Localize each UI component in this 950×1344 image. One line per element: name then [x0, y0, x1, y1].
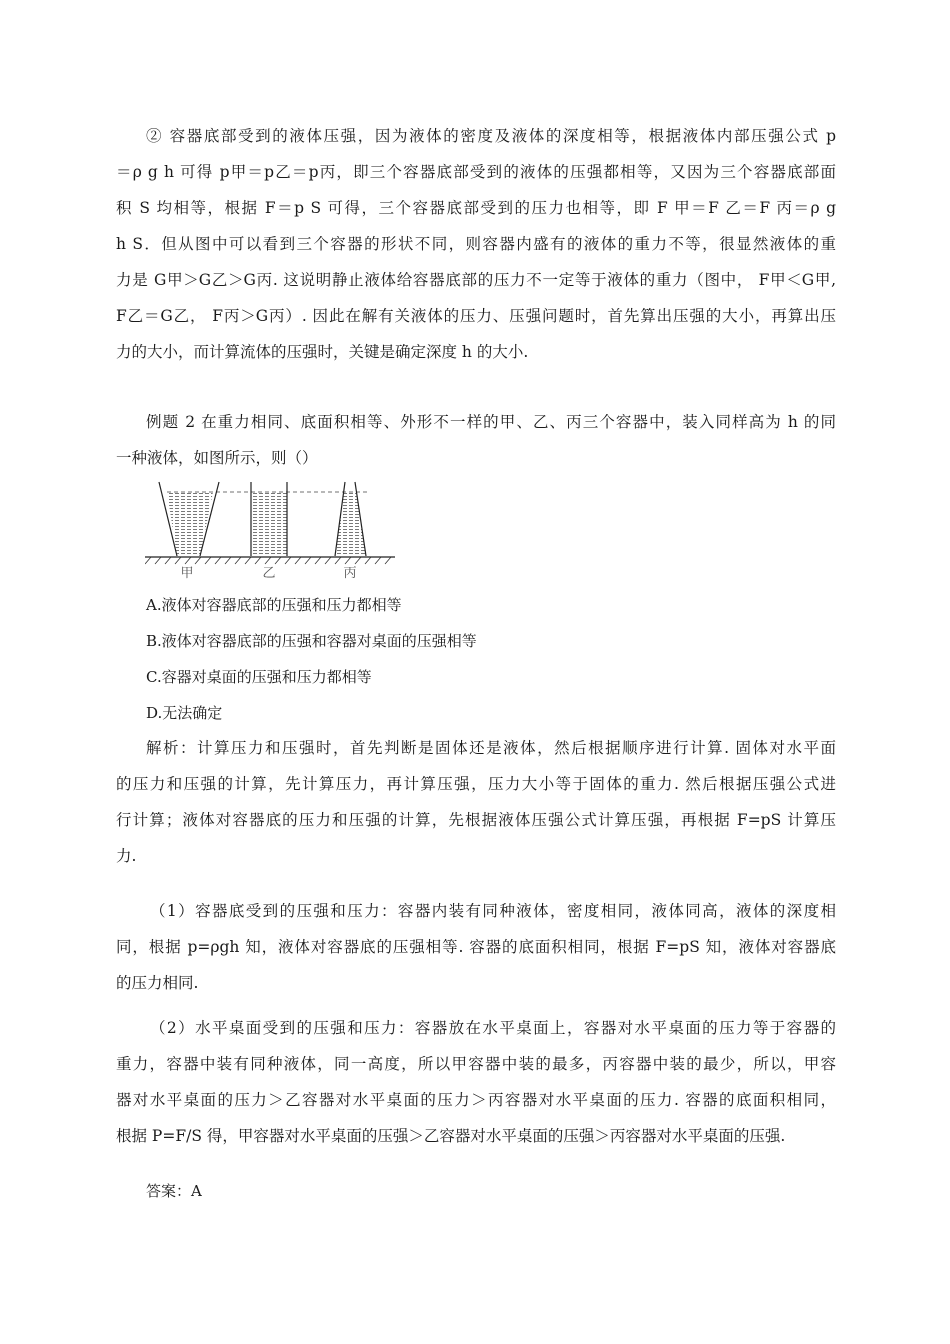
text-line: 器对水平桌面的压力＞乙容器对水平桌面的压力＞丙容器对水平桌面的压力. 容器的底面积相同， — [116, 1091, 836, 1109]
containers-diagram — [145, 480, 400, 580]
analysis-paragraph — [116, 730, 836, 874]
container-bing — [335, 482, 366, 556]
label-jia: 甲 — [180, 566, 194, 580]
text-line: 同，根据 p=ρgh 知，液体对容器底的压强相等. 容器的底面积相同，根据 F=pS 知，液体对容器底 — [116, 938, 836, 956]
label-bing: 丙 — [343, 566, 357, 580]
point-1-paragraph — [116, 893, 836, 1001]
paragraph-liquid-pressure — [116, 118, 836, 370]
text-line: 力是 G甲＞G乙＞G丙. 这说明静止液体给容器底部的压力不一定等于液体的重力（图中， F甲＜G甲, — [116, 271, 836, 289]
text-line: ② 容器底部受到的液体压强，因为液体的密度及液体的深度相等，根据液体内部压强公式 p — [146, 127, 836, 145]
text-line: 解析：计算压力和压强时，首先判断是固体还是液体，然后根据顺序进行计算. 固体对水平面 — [146, 739, 836, 757]
text-line: F乙＝G乙， F丙＞G丙）. 因此在解有关液体的压力、压强问题时，首先算出压强的大小，再算出压 — [116, 307, 836, 325]
text-line: （1）容器底受到的压强和压力：容器内装有同种液体，密度相同，液体同高，液体的深度相 — [150, 902, 836, 920]
text-line: 例题 2 在重力相同、底面积相等、外形不一样的甲、乙、丙三个容器中，装入同样高为 h 的同 — [146, 413, 836, 431]
container-jia — [159, 482, 219, 556]
text-line: 积 S 均相等，根据 F＝p S 可得，三个容器底部受到的压力也相等，即 F 甲＝F 乙＝F 丙＝ρ g — [116, 199, 837, 217]
label-yi: 乙 — [262, 566, 276, 580]
option-d: D.无法确定 — [146, 704, 223, 722]
containers-figure — [145, 480, 400, 580]
text-line: 一种液体，如图所示，则（） — [116, 449, 318, 467]
answer-line: 答案：A — [146, 1182, 202, 1200]
text-line: 重力，容器中装有同种液体，同一高度，所以甲容器中装的最多，丙容器中装的最少，所以，甲容 — [116, 1055, 836, 1073]
option-b: B.液体对容器底部的压强和容器对桌面的压强相等 — [146, 632, 477, 650]
container-yi — [251, 482, 287, 556]
text-line: 力. — [116, 847, 137, 865]
option-c: C.容器对桌面的压强和压力都相等 — [146, 668, 372, 686]
option-a: A.液体对容器底部的压强和压力都相等 — [146, 596, 402, 614]
text-line: 的压力和压强的计算，先计算压力，再计算压强，压力大小等于固体的重力. 然后根据压强公式进 — [116, 775, 836, 793]
text-line: 行计算；液体对容器底的压力和压强的计算，先根据液体压强公式计算压强，再根据 F=pS 计算压 — [116, 811, 836, 829]
text-line: （2）水平桌面受到的压强和压力：容器放在水平桌面上，容器对水平桌面的压力等于容器的 — [150, 1019, 836, 1037]
text-line: 根据 P=F/S 得，甲容器对水平桌面的压强＞乙容器对水平桌面的压强＞丙容器对水平桌面的压强. — [116, 1127, 786, 1145]
text-line: ＝ρ g h 可得 p甲＝p乙＝p丙，即三个容器底部受到的液体的压强都相等，又因为三个容器底部面 — [116, 163, 836, 181]
text-line: 力的大小，而计算流体的压强时，关键是确定深度 h 的大小. — [116, 343, 529, 361]
text-line: 的压力相同. — [116, 974, 199, 992]
example-question — [116, 404, 836, 476]
ground-hatch — [145, 557, 391, 564]
text-line: h S．但从图中可以看到三个容器的形状不同，则容器内盛有的液体的重力不等，很显然液体的重 — [116, 235, 836, 253]
point-2-paragraph — [116, 1010, 836, 1154]
